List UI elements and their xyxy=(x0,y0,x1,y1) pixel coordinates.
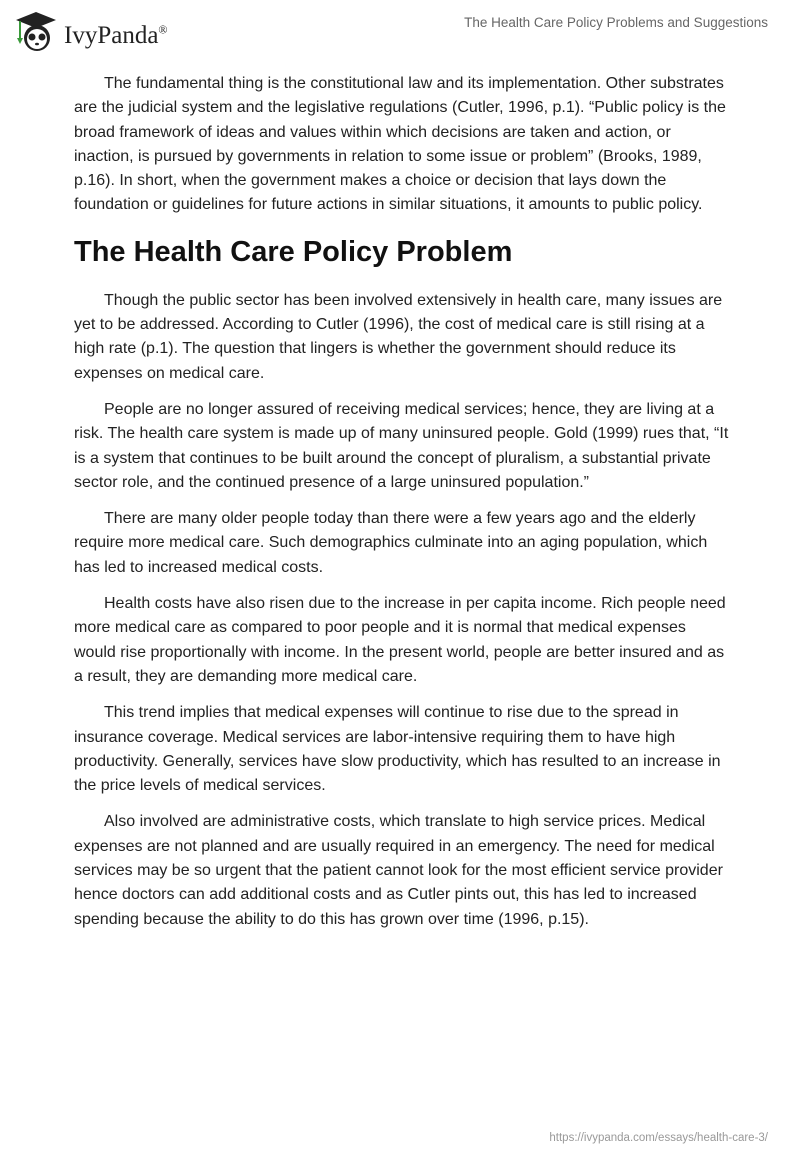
paragraph: There are many older people today than there were a few years ago and the elderly require more medical care. Such demographics culminate into an aging population, which has led to increased medical costs. xyxy=(74,510,708,576)
ivypanda-logo[interactable] xyxy=(12,8,168,54)
paragraph: Also involved are administrative costs, which translate to high service prices. Medical expenses are not planned and are usually required in an emergency. The need for medical services may be so urgent that the patient cannot look for the most efficient service provider hence doctors can add additional costs and as Cutler pints out, this has led to increased spending because the ability to do this has grown over time (1996, p.15). xyxy=(74,813,723,928)
logo-text: IvyPanda® xyxy=(64,22,168,49)
paragraph: This trend implies that medical expenses will continue to rise due to the spread in insurance coverage. Medical services are labor-intensive requiring them to have high productivity. Generally, services have slow productivity, which has resulted to an increase in the price levels of medical services. xyxy=(74,704,721,795)
document-title: The Health Care Policy Problems and Suggestions xyxy=(464,15,768,30)
essay-content xyxy=(74,72,730,944)
paragraph: People are no longer assured of receiving medical services; hence, they are living at a risk. The health care system is made up of many uninsured people. Gold (1999) rues that, “It is a system that continues to be built around the concept of pluralism, a substantial private sector role, and the continued presence of a large uninsured population.” xyxy=(74,400,729,491)
paragraph: Health costs have also risen due to the increase in per capita income. Rich people need more medical care as compared to poor people and it is normal that medical expenses would rise proportionally with income. In the present world, people are better insured and as a result, they are demanding more medical care. xyxy=(74,595,726,685)
source-url[interactable]: https://ivypanda.com/essays/health-care-3/ xyxy=(549,1132,768,1144)
section-heading: The Health Care Policy Problem xyxy=(74,235,513,268)
paragraph: Though the public sector has been involved extensively in health care, many issues are yet to be addressed. According to Cutler (1996), the cost of medical care is still rising at a high rate (p.1). The question that lingers is whether the government should reduce its expenses on medical care. xyxy=(74,291,723,382)
panda-logo-icon xyxy=(12,8,58,54)
intro-paragraph: The fundamental thing is the constitutional law and its implementation. Other substrates are the judicial system and the legislative regulations (Cutler, 1996, p.1). “Public policy is the broad framework of ideas and values within which decisions are taken and action, or inaction, is pursued by governments in relation to some issue or problem” (Brooks, 1989, p.16). In short, when the government makes a choice or decision that lays down the foundation or guidelines for future actions in similar situations, it amounts to public policy. xyxy=(74,75,726,214)
